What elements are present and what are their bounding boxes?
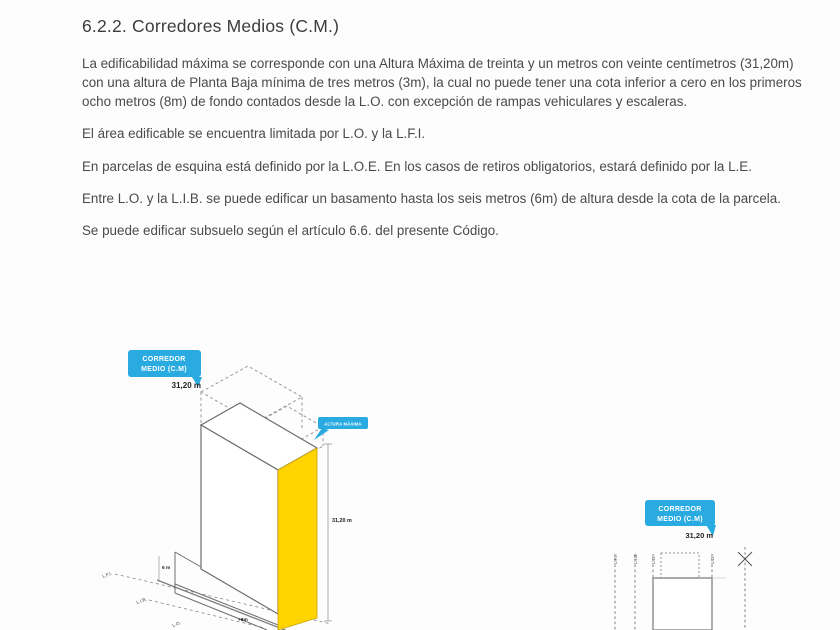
figure-isometric-envelope [95,340,395,630]
dashed-retiro-outline [661,553,699,578]
section-line-label-4: L.O. [710,555,715,564]
corridor-badge-line2: MEDIO (C.M) [141,366,187,373]
corridor-badge-line2: MEDIO (C.M) [657,516,703,523]
line-label-lib: L.I.B. [135,596,148,605]
corridor-badge-line1: CORREDOR [658,506,702,513]
section-line-label-2: L.I.B. [633,553,638,564]
paragraph-parcelas-esquina: En parcelas de esquina está definido por la L.O.E. En los casos de retiros obligatorios, estará definido por la L.E. [82,158,752,174]
line-label-lo: L.O. [171,620,182,628]
corridor-badge-value: 31,20 m [685,531,713,540]
building-section-outline [653,578,712,630]
paragraph-edificabilidad: La edificabilidad máxima se corresponde con una Altura Máxima de treinta y un metros con veinte centímetros (31,20m) con una altura de Planta Baja mínima de tres metros (3m), la cual no puede tener una cota inferior a cero en los primeros ocho metros (8m) de fondo contados desde la L.O. con excepción de rampas vehiculares y escaleras. [82,56,802,110]
height-dimension [324,444,332,621]
corridor-badge-value: 31,20 m [171,381,201,390]
facade-highlight-plane [278,448,317,630]
height-dimension-label: 31,20 m [332,518,352,524]
line-label-lfi: L.F.I. [101,570,113,579]
section-line-label-1: L.F.I. [613,554,618,564]
section-title: 6.2.2. Corredores Medios (C.M.) [82,16,340,36]
paragraph-basamento: Entre L.O. y la L.I.B. se puede edificar un basamento hasta los seis metros (6m) de altura desde la cota de la parcela. [82,190,781,206]
section-line-label-3: L.O. [651,555,656,564]
figure-street-section [592,492,808,630]
max-height-tag [314,417,368,440]
paragraph-subsuelo: Se puede edificar subsuelo según el artículo 6.6. del presente Código. [82,222,499,238]
depth-dimension-label: +8m [238,618,248,623]
paragraph-area-edificable: El área edificable se encuentra limitada por L.O. y la L.F.I. [82,126,426,142]
corridor-badge-line1: CORREDOR [142,356,186,363]
basement-dimension-label: 6 m [162,566,171,571]
text-column [82,12,812,253]
max-height-tag-label: ALTURA MÁXIMA [324,421,362,427]
